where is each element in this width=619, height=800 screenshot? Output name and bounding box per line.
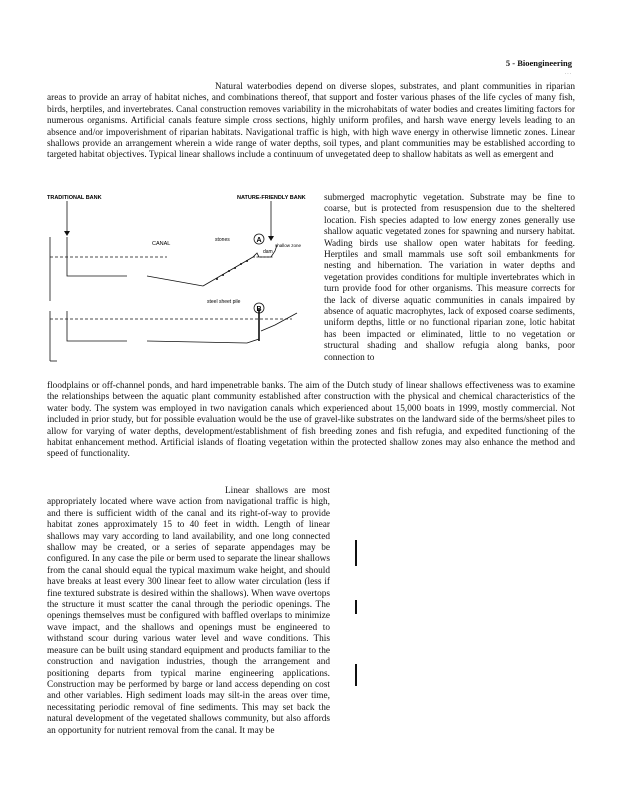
stones-label: stones <box>215 237 230 243</box>
header-subtitle: ... <box>564 70 572 76</box>
marker-a-letter: A <box>256 237 262 244</box>
change-bar <box>355 600 357 614</box>
right-column-paragraph: submerged macrophytic vegetation. Substrate may be fine to coarse, but is protected from resuspension due to the sheltered location. Fish species adapted to low energy zones generally use shallow aquatic vegetated zones for spawning and nursery habitat. Wading birds use shallow open water habitats for feeding. Herptiles and small mammals use soft soil embankments for nesting and hibernation. The variation in water depths and vegetation provides conditions for multiple invertebrates which in turn provide food for other organisms. This measure corrects for the lack of diverse aquatic communities in canals impaired by absence of aquatic macrophytes, lack of exposed coarse sediments, uniform depths, little or no functional riparian zone, lotic habitat has been impacted or eliminated, little to no vegetation or structural shading and shallow refugia along banks, poor connection to <box>324 193 575 363</box>
marker-b-letter: B <box>256 306 262 313</box>
page-header <box>506 58 572 78</box>
intro-paragraph: Natural waterbodies depend on diverse slopes, substrates, and plant communities in riparian areas to provide an array of habitat niches, and combinations thereof, that support and foster various phases of the life cycles of many fish, birds, herptiles, and invertebrates. Canal construction removes variability in the microhabitats of water bodies and creates limiting factors for numerous organisms. Artificial canals feature simple cross sections, highly uniform profiles, and harsh wave energy levels leading to an absence and/or impoverishment of riparian habitats. Navigational traffic is high, with high wave energy in otherwise limnetic zones. Linear shallows provide an arrangement wherein a wide range of water depths, soil types, and plant communities may be established according to targeted habitat objectives. Typical linear shallows include a continuum of unvegetated deep to shallow habitats as well as emergent and <box>47 82 575 161</box>
steel-sheet-pile-label: steel sheet pile <box>207 299 241 305</box>
header-title: 5 - Bioengineering <box>505 58 572 68</box>
nature-friendly-bank-arrow <box>268 201 274 241</box>
change-bar <box>355 664 357 686</box>
traditional-bank-label: TRADITIONAL BANK <box>47 195 102 201</box>
traditional-bank-arrow <box>64 201 70 236</box>
marker-b <box>254 303 264 313</box>
shallow-zone-label: shallow zone <box>275 243 302 248</box>
nature-friendly-bank-label: NATURE-FRIENDLY BANK <box>237 195 306 201</box>
lower-cross-section <box>50 309 297 361</box>
change-bar <box>355 540 357 566</box>
dam-label: dam <box>263 249 273 255</box>
canal-label: CANAL <box>152 241 171 247</box>
marker-a <box>254 234 264 244</box>
lower-left-paragraph: Linear shallows are most appropriately located where wave action from navigational traffic is high, and there is sufficient width of the canal and its right-of-way to provide habitat zones approximately 15 to 40 feet in width. Length of linear shallows may vary according to land availability, and one long connected shallow may be created, or a series of separate appendages may be configured. In any case the pile or berm used to separate the linear shallows from the canal should equal the typical maximum wake height, and should have breaks at least every 300 linear feet to allow water circulation (less if fine textured substrate is desired within the shallows). When wave overtops the structure it must scatter the canal through the periodic openings. The openings themselves must be configured with baffled overlaps to minimize wave impact, and the shallows and openings must be engineered to withstand scour during various water level and wave conditions. This measure can be built using standard equipment and products familiar to the construction and navigation industries, though the arrangement and positioning departs from typical marine engineering applications. Construction may be performed by barge or land access depending on cost and other variables. High sediment loads may silt-in the areas over time, necessitating periodic removal of fine sediments. This may set back the natural development of the vegetated shallows community, but also affords an opportunity for nutrient removal from the canal. It may be <box>47 486 330 736</box>
full-width-paragraph: floodplains or off-channel ponds, and hard impenetrable banks. The aim of the Dutch study of linear shallows effectiveness was to examine the relationships between the aquatic plant community established after construction with the physical and chemical characteristics of the water body. The system was employed in two navigation canals which experienced about 15,000 boats in 1999, mostly commercial. Not included in prior study, but for possible evaluation would be the use of gravel-like substrates on the landward side of the berms/sheet piles to allow for varying of water depths, development/establishment of fish breeding zones and fish refugia, and expedited functioning of the habitat enhancement method. Artificial islands of floating vegetation within the protected shallow zones may also enhance the method and speed of functionality. <box>47 381 575 460</box>
bank-cross-section-figure <box>47 191 317 373</box>
